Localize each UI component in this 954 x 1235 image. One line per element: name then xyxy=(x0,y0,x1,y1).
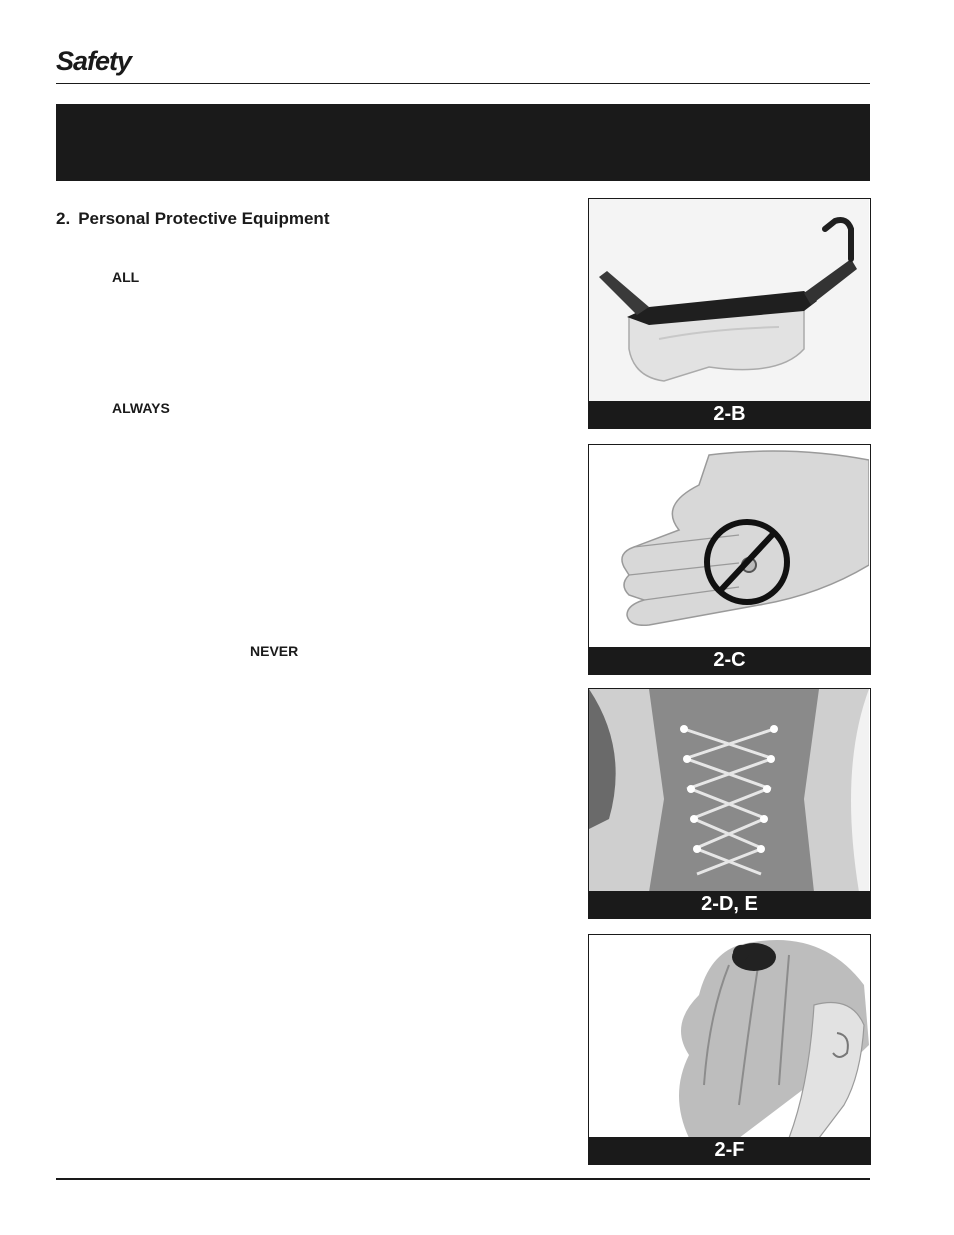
page-header-title: Safety xyxy=(56,46,132,76)
safety-glasses-icon xyxy=(589,199,869,402)
tied-back-hair-icon xyxy=(589,935,869,1138)
keyword-all: ALL xyxy=(112,269,140,285)
section-banner xyxy=(56,104,870,181)
keyword-always: ALWAYS xyxy=(112,400,170,416)
section-title: Personal Protective Equipment xyxy=(78,209,330,228)
footer-divider xyxy=(56,1178,870,1180)
figure-work-boot xyxy=(588,688,871,919)
figure-label-2de: 2-D, E xyxy=(589,891,870,918)
figure-no-jewelry xyxy=(588,444,871,675)
figure-label-2f: 2-F xyxy=(589,1137,870,1164)
figure-tied-hair xyxy=(588,934,871,1165)
figure-safety-glasses xyxy=(588,198,871,429)
figure-label-2b: 2-B xyxy=(589,401,870,428)
section-heading xyxy=(56,209,329,229)
figure-label-2c: 2-C xyxy=(589,647,870,674)
header-divider xyxy=(56,83,870,84)
laced-boot-icon xyxy=(589,689,869,892)
hand-ring-prohibited-icon xyxy=(589,445,869,648)
section-number: 2. xyxy=(56,209,71,228)
keyword-never: NEVER xyxy=(250,643,299,659)
